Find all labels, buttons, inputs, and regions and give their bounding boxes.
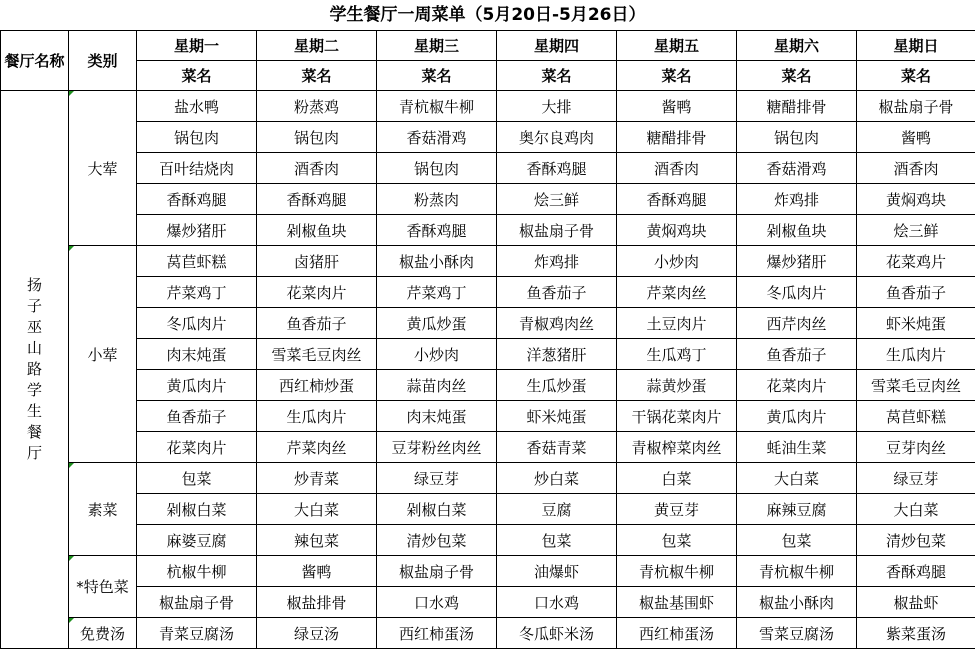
dish-cell: 锅包肉 — [137, 122, 257, 153]
dish-cell: 香酥鸡腿 — [377, 215, 497, 246]
category-cell — [69, 618, 137, 649]
dish-cell: 剁椒白菜 — [137, 494, 257, 525]
dish-cell: 西红柿蛋汤 — [617, 618, 737, 649]
dish-cell: 紫菜蛋汤 — [857, 618, 975, 649]
cell-marker-icon — [69, 618, 74, 623]
dish-cell: 香酥鸡腿 — [137, 184, 257, 215]
dish-cell: 生瓜肉片 — [257, 401, 377, 432]
dish-cell: 莴苣虾糕 — [137, 246, 257, 277]
dish-cell: 剁椒鱼块 — [257, 215, 377, 246]
dish-cell: 椒盐小酥肉 — [377, 246, 497, 277]
table-row — [1, 525, 975, 556]
day-header-mon: 星期一 — [137, 31, 257, 61]
dish-cell: 大排 — [497, 91, 617, 122]
dish-cell: 香菇青菜 — [497, 432, 617, 463]
dish-cell: 剁椒白菜 — [377, 494, 497, 525]
dish-cell: 冬瓜虾米汤 — [497, 618, 617, 649]
dish-cell: 花菜肉片 — [737, 370, 857, 401]
dish-cell: 花菜肉片 — [137, 432, 257, 463]
dish-cell: 酱鸭 — [257, 556, 377, 587]
dish-cell: 清炒包菜 — [857, 525, 975, 556]
dish-cell: 干锅花菜肉片 — [617, 401, 737, 432]
dish-cell: 芹菜鸡丁 — [137, 277, 257, 308]
dish-cell: 蒜黄炒蛋 — [617, 370, 737, 401]
dish-cell: 鱼香茄子 — [737, 339, 857, 370]
restaurant-header: 餐厅名称 — [1, 31, 69, 91]
dish-cell: 椒盐扇子骨 — [857, 91, 975, 122]
table-row — [1, 91, 975, 122]
dish-cell: 鱼香茄子 — [257, 308, 377, 339]
dish-cell: 烩三鲜 — [497, 184, 617, 215]
day-header-sat: 星期六 — [737, 31, 857, 61]
category-cell — [69, 246, 137, 463]
dish-cell: 肉末炖蛋 — [377, 401, 497, 432]
cell-marker-icon — [69, 246, 74, 251]
dish-cell: 生瓜炒蛋 — [497, 370, 617, 401]
table-row — [1, 587, 975, 618]
cell-marker-icon — [69, 463, 74, 468]
dish-cell: 香菇滑鸡 — [377, 122, 497, 153]
dish-header: 菜名 — [737, 61, 857, 91]
dish-cell: 粉蒸肉 — [377, 184, 497, 215]
dish-cell: 西芹肉丝 — [737, 308, 857, 339]
dish-cell: 椒盐扇子骨 — [137, 587, 257, 618]
table-row — [1, 277, 975, 308]
category-cell — [69, 91, 137, 246]
dish-cell: 大白菜 — [857, 494, 975, 525]
table-row — [1, 463, 975, 494]
dish-cell: 芹菜肉丝 — [257, 432, 377, 463]
dish-cell: 百叶结烧肉 — [137, 153, 257, 184]
dish-cell: 锅包肉 — [377, 153, 497, 184]
dish-cell: 青杭椒牛柳 — [377, 91, 497, 122]
table-row — [1, 494, 975, 525]
dish-cell: 豆芽粉丝肉丝 — [377, 432, 497, 463]
dish-cell: 雪菜毛豆肉丝 — [257, 339, 377, 370]
dish-cell: 杭椒牛柳 — [137, 556, 257, 587]
dish-cell: 土豆肉片 — [617, 308, 737, 339]
dish-cell: 椒盐扇子骨 — [377, 556, 497, 587]
dish-cell: 鱼香茄子 — [857, 277, 975, 308]
table-row — [1, 401, 975, 432]
restaurant-name: 扬子巫山路学生餐厅 — [26, 276, 42, 462]
dish-cell: 糖醋排骨 — [737, 91, 857, 122]
restaurant-name-cell — [1, 91, 69, 649]
dish-cell: 麻婆豆腐 — [137, 525, 257, 556]
dish-cell: 香酥鸡腿 — [257, 184, 377, 215]
day-header-sun: 星期日 — [857, 31, 975, 61]
dish-cell: 青椒榨菜肉丝 — [617, 432, 737, 463]
dish-cell: 莴苣虾糕 — [857, 401, 975, 432]
table-row — [1, 184, 975, 215]
dish-cell: 冬瓜肉片 — [137, 308, 257, 339]
category-label: 小荤 — [87, 345, 118, 364]
category-cell — [69, 463, 137, 556]
dish-cell: 烩三鲜 — [857, 215, 975, 246]
dish-cell: 冬瓜肉片 — [737, 277, 857, 308]
dish-cell: 雪菜毛豆肉丝 — [857, 370, 975, 401]
table-row — [1, 432, 975, 463]
dish-cell: 鱼香茄子 — [137, 401, 257, 432]
day-header-thu: 星期四 — [497, 31, 617, 61]
dish-cell: 酒香肉 — [617, 153, 737, 184]
dish-cell: 炒青菜 — [257, 463, 377, 494]
dish-cell: 豆腐 — [497, 494, 617, 525]
dish-cell: 大白菜 — [257, 494, 377, 525]
dish-cell: 椒盐扇子骨 — [497, 215, 617, 246]
day-header-fri: 星期五 — [617, 31, 737, 61]
dish-cell: 青杭椒牛柳 — [617, 556, 737, 587]
dish-cell: 酱鸭 — [617, 91, 737, 122]
dish-cell: 青椒鸡肉丝 — [497, 308, 617, 339]
dish-cell: 黄豆芽 — [617, 494, 737, 525]
category-label: 素菜 — [87, 500, 118, 519]
dish-cell: 黄瓜炒蛋 — [377, 308, 497, 339]
dish-cell: 大白菜 — [737, 463, 857, 494]
dish-cell: 锅包肉 — [737, 122, 857, 153]
category-cell — [69, 556, 137, 618]
dish-cell: 绿豆汤 — [257, 618, 377, 649]
dish-cell: 口水鸡 — [497, 587, 617, 618]
dish-cell: 花菜鸡片 — [857, 246, 975, 277]
dish-cell: 西红柿蛋汤 — [377, 618, 497, 649]
dish-cell: 香酥鸡腿 — [857, 556, 975, 587]
day-header-tue: 星期二 — [257, 31, 377, 61]
dish-cell: 椒盐基围虾 — [617, 587, 737, 618]
dish-cell: 青菜豆腐汤 — [137, 618, 257, 649]
dish-cell: 洋葱猪肝 — [497, 339, 617, 370]
dish-cell: 粉蒸鸡 — [257, 91, 377, 122]
table-row — [1, 339, 975, 370]
dish-cell: 炸鸡排 — [497, 246, 617, 277]
dish-cell: 芹菜肉丝 — [617, 277, 737, 308]
dish-cell: 剁椒鱼块 — [737, 215, 857, 246]
dish-header: 菜名 — [617, 61, 737, 91]
dish-cell: 盐水鸭 — [137, 91, 257, 122]
dish-cell: 椒盐小酥肉 — [737, 587, 857, 618]
dish-cell: 清炒包菜 — [377, 525, 497, 556]
dish-cell: 蚝油生菜 — [737, 432, 857, 463]
dish-cell: 麻辣豆腐 — [737, 494, 857, 525]
dish-cell: 白菜 — [617, 463, 737, 494]
dish-cell: 生瓜鸡丁 — [617, 339, 737, 370]
table-row — [1, 618, 975, 649]
dish-cell: 肉末炖蛋 — [137, 339, 257, 370]
dish-cell: 青杭椒牛柳 — [737, 556, 857, 587]
dish-cell: 黄瓜肉片 — [737, 401, 857, 432]
dish-cell: 口水鸡 — [377, 587, 497, 618]
dish-header: 菜名 — [497, 61, 617, 91]
dish-cell: 黄焖鸡块 — [617, 215, 737, 246]
dish-cell: 包菜 — [497, 525, 617, 556]
dish-cell: 糖醋排骨 — [617, 122, 737, 153]
page-title: 学生餐厅一周菜单（5月20日-5月26日） — [329, 5, 646, 25]
dish-header: 菜名 — [377, 61, 497, 91]
dish-cell: 香酥鸡腿 — [497, 153, 617, 184]
table-row — [1, 122, 975, 153]
dish-cell: 包菜 — [737, 525, 857, 556]
category-label: *特色菜 — [76, 578, 129, 596]
category-label: 大荤 — [87, 159, 118, 178]
cell-marker-icon — [69, 91, 74, 96]
dish-cell: 锅包肉 — [257, 122, 377, 153]
dish-cell: 绿豆芽 — [377, 463, 497, 494]
dish-cell: 香酥鸡腿 — [617, 184, 737, 215]
dish-cell: 炒白菜 — [497, 463, 617, 494]
dish-header: 菜名 — [137, 61, 257, 91]
dish-cell: 辣包菜 — [257, 525, 377, 556]
table-row — [1, 153, 975, 184]
dish-cell: 豆芽肉丝 — [857, 432, 975, 463]
dish-cell: 包菜 — [617, 525, 737, 556]
category-header: 类别 — [69, 31, 137, 91]
dish-cell: 爆炒猪肝 — [137, 215, 257, 246]
dish-cell: 奥尔良鸡肉 — [497, 122, 617, 153]
weekly-menu-table — [0, 30, 975, 649]
dish-cell: 酒香肉 — [857, 153, 975, 184]
dish-cell: 雪菜豆腐汤 — [737, 618, 857, 649]
category-label: 免费汤 — [79, 624, 125, 643]
dish-cell: 绿豆芽 — [857, 463, 975, 494]
dish-cell: 虾米炖蛋 — [857, 308, 975, 339]
dish-header: 菜名 — [857, 61, 975, 91]
header-row-days — [1, 31, 975, 61]
table-row — [1, 308, 975, 339]
dish-cell: 芹菜鸡丁 — [377, 277, 497, 308]
dish-cell: 花菜肉片 — [257, 277, 377, 308]
dish-cell: 包菜 — [137, 463, 257, 494]
dish-header: 菜名 — [257, 61, 377, 91]
dish-cell: 黄瓜肉片 — [137, 370, 257, 401]
header-row-dish — [1, 61, 975, 91]
dish-cell: 小炒肉 — [377, 339, 497, 370]
dish-cell: 香菇滑鸡 — [737, 153, 857, 184]
dish-cell: 椒盐排骨 — [257, 587, 377, 618]
table-row — [1, 556, 975, 587]
dish-cell: 虾米炖蛋 — [497, 401, 617, 432]
dish-cell: 生瓜肉片 — [857, 339, 975, 370]
dish-cell: 酒香肉 — [257, 153, 377, 184]
dish-cell: 酱鸭 — [857, 122, 975, 153]
table-row — [1, 246, 975, 277]
dish-cell: 西红柿炒蛋 — [257, 370, 377, 401]
dish-cell: 油爆虾 — [497, 556, 617, 587]
table-row — [1, 215, 975, 246]
cell-marker-icon — [69, 556, 74, 561]
table-row — [1, 370, 975, 401]
dish-cell: 小炒肉 — [617, 246, 737, 277]
dish-cell: 椒盐虾 — [857, 587, 975, 618]
dish-cell: 爆炒猪肝 — [737, 246, 857, 277]
dish-cell: 炸鸡排 — [737, 184, 857, 215]
dish-cell: 黄焖鸡块 — [857, 184, 975, 215]
dish-cell: 鱼香茄子 — [497, 277, 617, 308]
dish-cell: 蒜苗肉丝 — [377, 370, 497, 401]
day-header-wed: 星期三 — [377, 31, 497, 61]
dish-cell: 卤猪肝 — [257, 246, 377, 277]
